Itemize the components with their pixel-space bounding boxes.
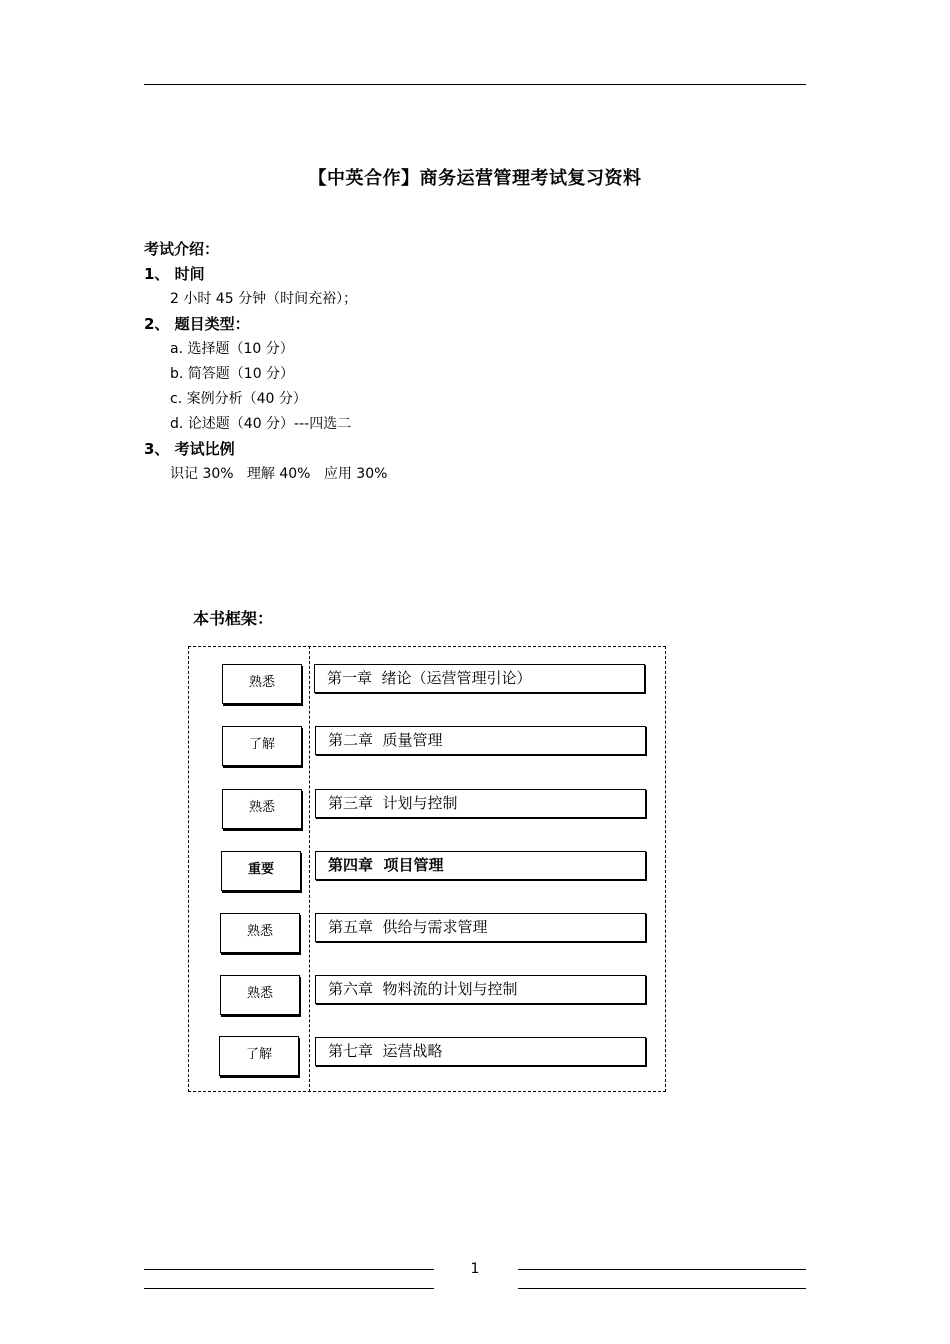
chapter-box: 第六章 物料流的计划与控制 [315, 975, 646, 1004]
chapter-box: 第七章 运营战略 [315, 1037, 646, 1066]
section-time-heading: 1、 时间 [144, 265, 205, 283]
chapter-box: 第四章 项目管理 [315, 851, 646, 880]
level-box: 熟悉 [222, 789, 302, 829]
level-box: 熟悉 [222, 664, 302, 704]
question-type-item: c. 案例分析（40 分） [170, 391, 307, 407]
chapter-box: 第五章 供给与需求管理 [315, 913, 646, 942]
chapter-box: 第二章 质量管理 [315, 726, 646, 755]
footer-rule-left-lower [144, 1288, 434, 1289]
level-box: 了解 [222, 726, 302, 766]
question-type-item: a. 选择题（10 分） [170, 341, 294, 357]
framework-title: 本书框架： [193, 609, 274, 628]
level-box: 了解 [219, 1036, 299, 1076]
level-box: 熟悉 [220, 913, 300, 953]
level-box: 重要 [221, 851, 301, 891]
intro-heading: 考试介绍： [144, 240, 220, 258]
level-box: 熟悉 [220, 975, 300, 1015]
footer-rule-right-lower [518, 1288, 806, 1289]
section-time-text: 2 小时 45 分钟（时间充裕）； [170, 291, 358, 307]
chapter-box: 第一章 绪论（运营管理引论） [314, 664, 645, 693]
section-ratio-text: 识记 30% 理解 40% 应用 30% [170, 466, 388, 482]
question-type-item: b. 简答题（10 分） [170, 366, 295, 382]
page-number: 1 [470, 1261, 480, 1277]
header-rule [144, 84, 806, 85]
section-types-heading: 2、 题目类型： [144, 315, 250, 333]
section-ratio-heading: 3、 考试比例 [144, 440, 235, 458]
framework-divider [309, 646, 310, 1092]
document-title: 【中英合作】商务运营管理考试复习资料 [308, 168, 642, 189]
question-type-item: d. 论述题（40 分）---四选二 [170, 416, 352, 432]
chapter-box: 第三章 计划与控制 [315, 789, 646, 818]
